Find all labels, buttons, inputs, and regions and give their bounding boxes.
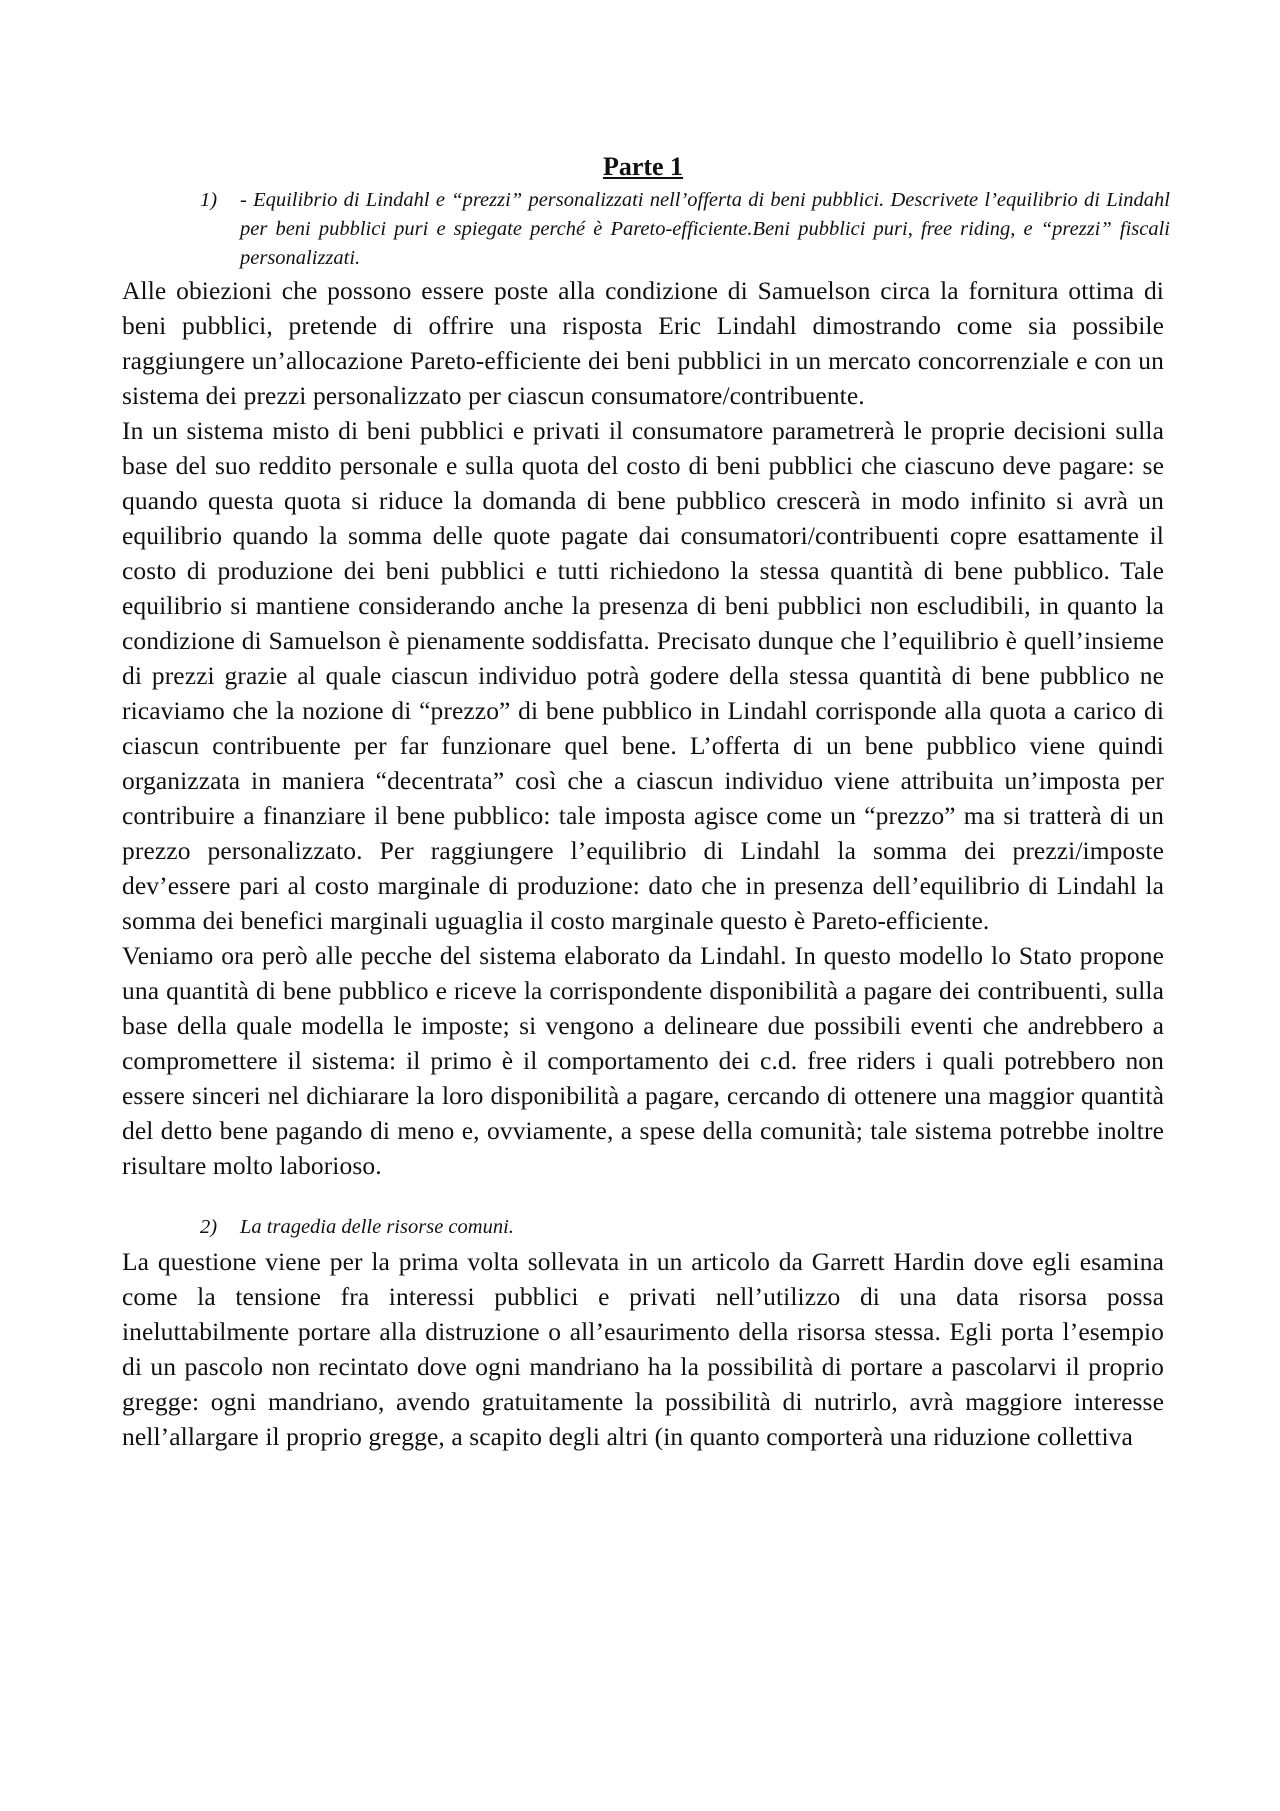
document-page <box>122 150 1170 1454</box>
question-1 <box>200 186 1170 273</box>
answer-1-paragraph-1: Alle obiezioni che possono essere poste alla condizione di Samuelson circa la fornitura ottima di beni pubblici, pretende di offrire una risposta Eric Lindahl dimostrando come sia possibile raggiungere un’allocazione Pareto-efficiente dei beni pubblici in un mercato concorrenziale e con un sistema dei prezzi personalizzato per ciascun consumatore/contribuente. <box>122 276 1164 410</box>
question-1-number: 1) <box>200 189 218 211</box>
page-title: Parte 1 <box>602 152 684 181</box>
question-1-text: - Equilibrio di Lindahl e “prezzi” personalizzati nell’offerta di beni pubblici. Descrivete l’equilibrio di Lindahl per beni pubblici puri e spiegate perché è Pareto-efficiente.Beni pubblici puri, free riding, e “prezzi” fiscali personalizzati. <box>240 189 1170 269</box>
question-2-text: La tragedia delle risorse comuni. <box>240 1216 514 1238</box>
answer-1-paragraph-3: Veniamo ora però alle pecche del sistema elaborato da Lindahl. In questo modello lo Stato propone una quantità di bene pubblico e riceve la corrispondente disponibilità a pagare dei contribuenti, sulla base della quale modella le imposte; si vengono a delineare due possibili eventi che andrebbero a compromettere il sistema: il primo è il comportamento dei c.d. free riders i quali potrebbero non essere sinceri nel dichiarare la loro disponibilità a pagare, cercando di ottenere una maggior quantità del detto bene pagando di meno e, ovviamente, a spese della comunità; tale sistema potrebbe inoltre risultare molto laborioso. <box>122 941 1164 1180</box>
question-2-number: 2) <box>200 1216 218 1238</box>
answer-1-paragraph-2: In un sistema misto di beni pubblici e privati il consumatore parametrerà le proprie decisioni sulla base del suo reddito personale e sulla quota del costo di beni pubblici che ciascuno deve pagare: se quando questa quota si riduce la domanda di bene pubblico crescerà in modo infinito si avrà un equilibrio quando la somma delle quote pagate dai consumatori/contribuenti copre esattamente il costo di produzione dei beni pubblici e tutti richiedono la stessa quantità di bene pubblico. Tale equilibrio si mantiene considerando anche la presenza di beni pubblici non escludibili, in quanto la condizione di Samuelson è pienamente soddisfatta. Precisato dunque che l’equilibrio è quell’insieme di prezzi grazie al quale ciascun individuo potrà godere della stessa quantità di bene pubblico ne ricaviamo che la nozione di “prezzo” di bene pubblico in Lindahl corrisponde alla quota a carico di ciascun contribuente per far funzionare quel bene. L’offerta di un bene pubblico viene quindi organizzata in maniera “decentrata” così che a ciascun individuo viene attribuita un’imposta per contribuire a finanziare il bene pubblico: tale imposta agisce come un “prezzo” ma si tratterà di un prezzo personalizzato. Per raggiungere l’equilibrio di Lindahl la somma dei prezzi/imposte dev’essere pari al costo marginale di produzione: dato che in presenza dell’equilibrio di Lindahl la somma dei benefici marginali uguaglia il costo marginale questo è Pareto-efficiente. <box>122 416 1164 935</box>
answer-2-paragraph-1: La questione viene per la prima volta sollevata in un articolo da Garrett Hardin dove egli esamina come la tensione fra interessi pubblici e privati nell’utilizzo di una data risorsa possa ineluttabilmente portare alla distruzione o all’esaurimento della risorsa stessa. Egli porta l’esempio di un pascolo non recintato dove ogni mandriano ha la possibilità di portare a pascolarvi il proprio gregge: ogni mandriano, avendo gratuitamente la possibilità di nutrirlo, avrà maggiore interesse nell’allargare il proprio gregge, a scapito degli altri (in quanto comporterà una riduzione collettiva <box>122 1247 1164 1451</box>
question-2 <box>200 1213 1164 1242</box>
